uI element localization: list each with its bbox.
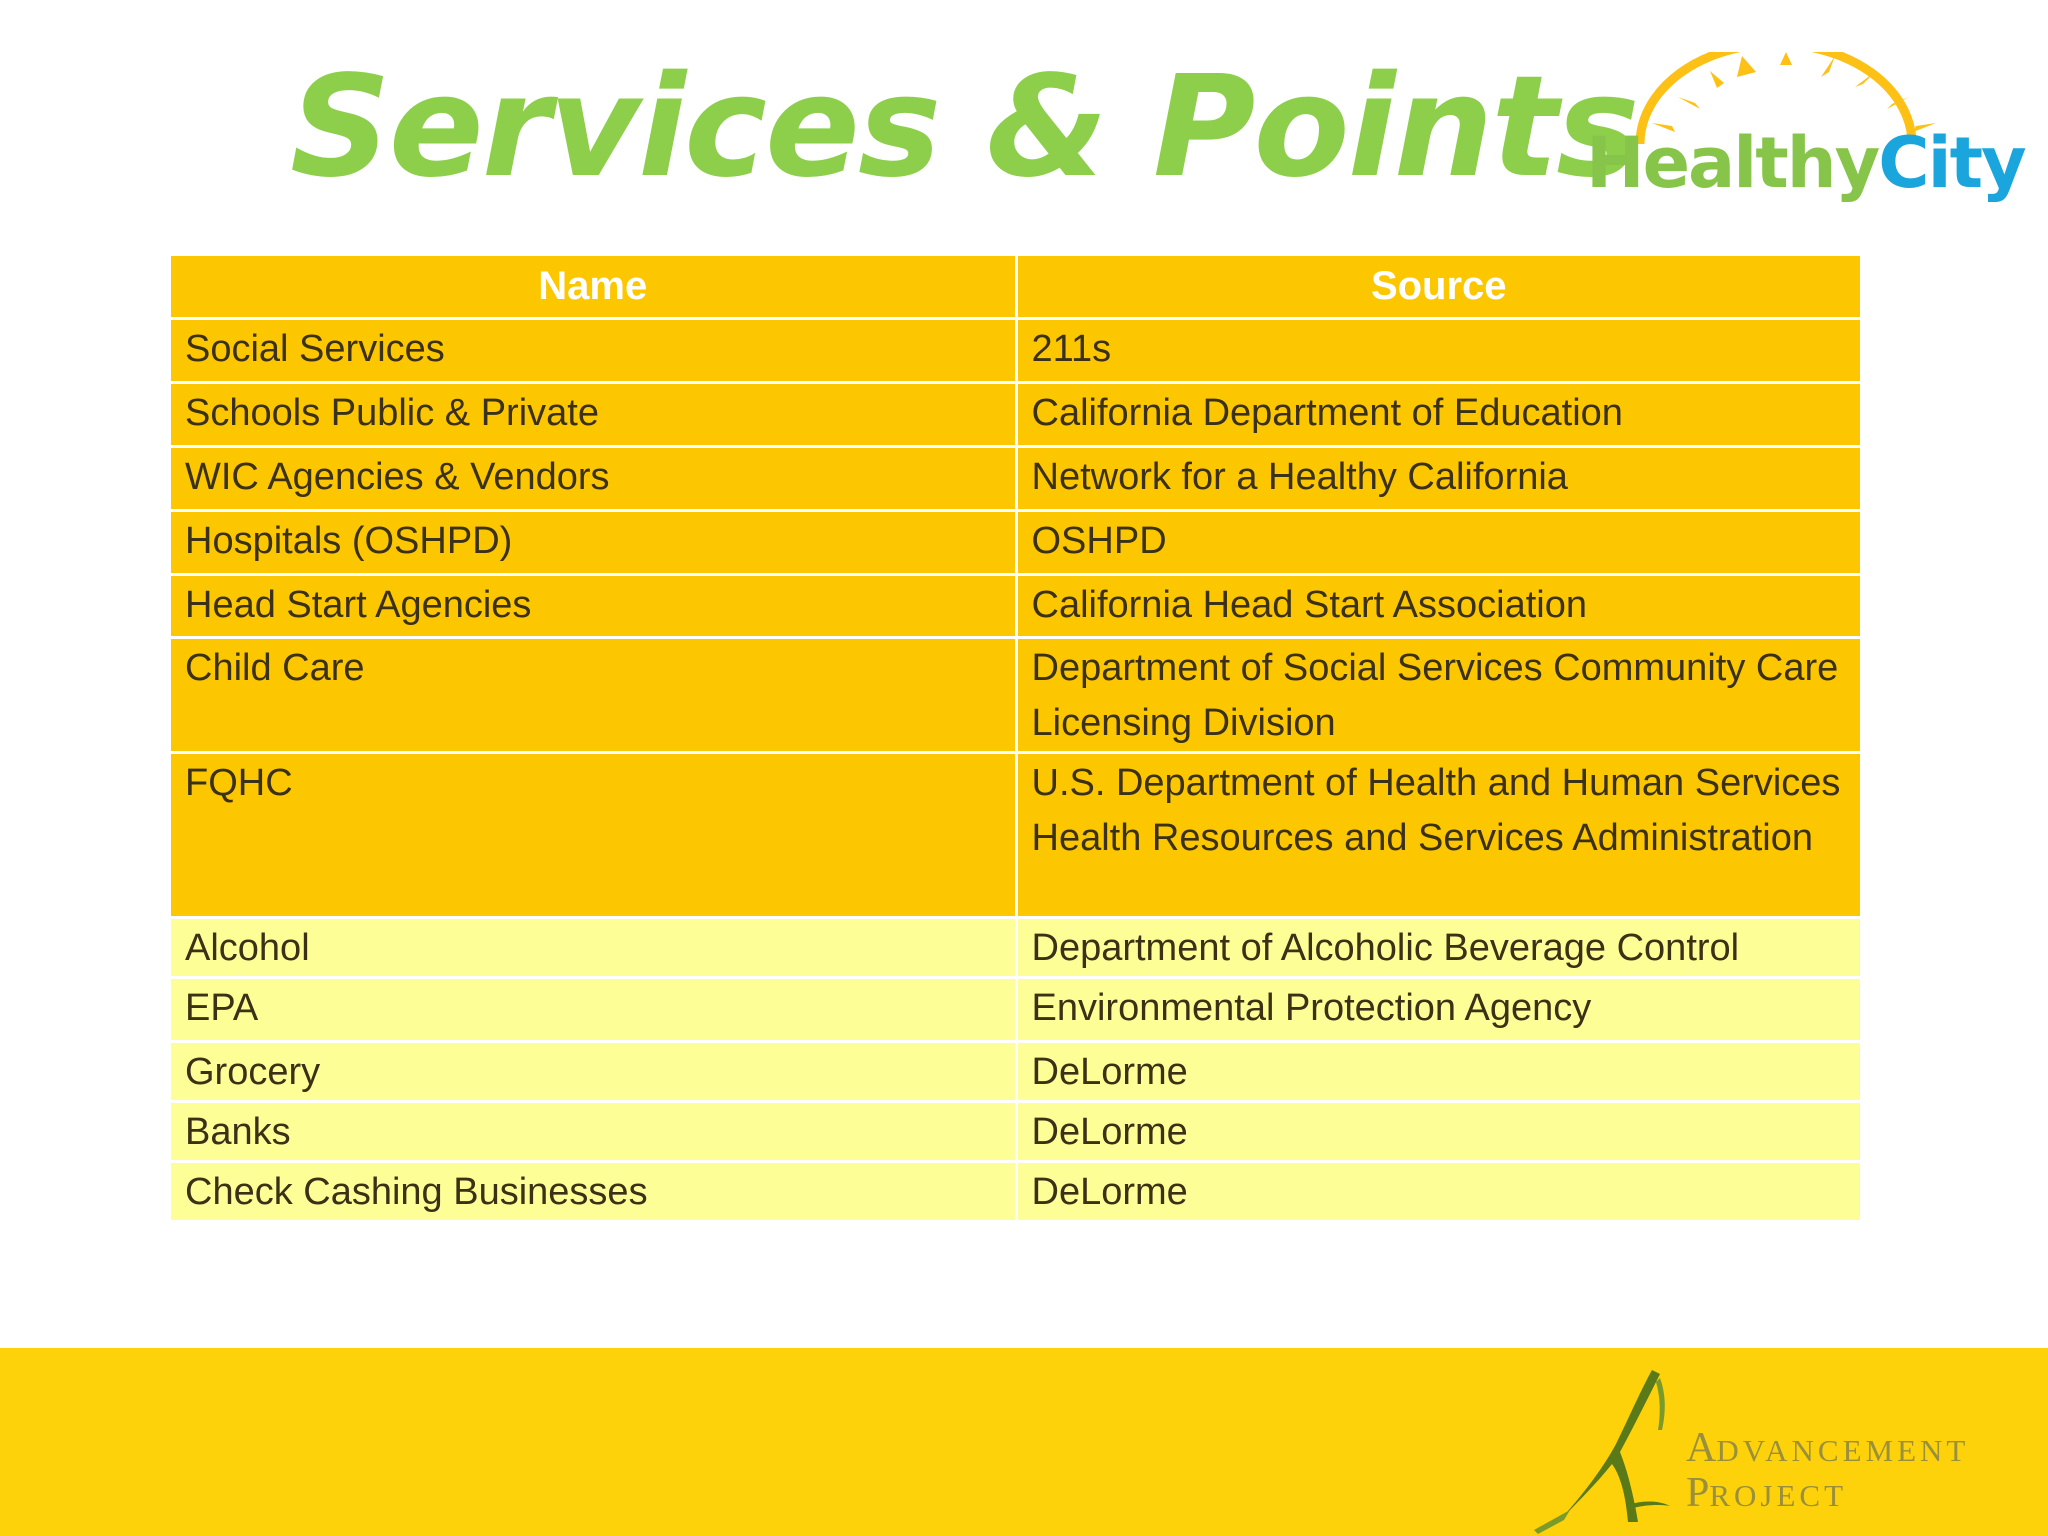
row-name: Banks [171, 1102, 1016, 1162]
table-row [171, 447, 1860, 511]
org-name-line2: PROJECT [1686, 1470, 1848, 1516]
table-row [171, 638, 1860, 753]
row-name: Alcohol [171, 918, 1016, 978]
row-source: California Department of Education [1016, 383, 1860, 447]
row-name: Grocery [171, 1042, 1016, 1102]
row-source: Environmental Protection Agency [1016, 978, 1860, 1042]
row-name: Head Start Agencies [171, 575, 1016, 638]
table-header-row [171, 256, 1860, 319]
row-name: EPA [171, 978, 1016, 1042]
table-row [171, 1042, 1860, 1102]
row-source: 211s [1016, 319, 1860, 383]
advancement-project-logo [1530, 1360, 2030, 1536]
row-source: DeLorme [1016, 1162, 1860, 1222]
table-row [171, 1102, 1860, 1162]
healthy-city-wordmark [1586, 122, 2025, 204]
table-row [171, 383, 1860, 447]
logo-word-healthy: Healthy [1586, 122, 1879, 204]
row-source: U.S. Department of Health and Human Services Health Resources and Services Administration [1016, 753, 1860, 918]
table-row [171, 753, 1860, 918]
table-row [171, 918, 1860, 978]
services-table [171, 256, 1860, 1223]
row-name: Schools Public & Private [171, 383, 1016, 447]
row-source: DeLorme [1016, 1042, 1860, 1102]
org-name-line1: ADVANCEMENT [1686, 1425, 1970, 1471]
row-source: Network for a Healthy California [1016, 447, 1860, 511]
row-name: Check Cashing Businesses [171, 1162, 1016, 1222]
row-name: WIC Agencies & Vendors [171, 447, 1016, 511]
quill-mark-icon [1530, 1360, 1690, 1536]
healthy-city-logo [1580, 52, 2025, 222]
table-row [171, 575, 1860, 638]
table-row [171, 511, 1860, 575]
row-name: Child Care [171, 638, 1016, 753]
slide-title: Services & Points [290, 46, 1638, 209]
row-source: OSHPD [1016, 511, 1860, 575]
row-source: Department of Social Services Community Care Licensing Division [1016, 638, 1860, 753]
header-source: Source [1016, 256, 1860, 319]
table-row [171, 319, 1860, 383]
row-name: Hospitals (OSHPD) [171, 511, 1016, 575]
table-row [171, 978, 1860, 1042]
table-row [171, 1162, 1860, 1222]
header-name: Name [171, 256, 1016, 319]
row-source: DeLorme [1016, 1102, 1860, 1162]
row-source: Department of Alcoholic Beverage Control [1016, 918, 1860, 978]
row-source: California Head Start Association [1016, 575, 1860, 638]
row-name: Social Services [171, 319, 1016, 383]
logo-word-city: City [1878, 122, 2025, 204]
row-name: FQHC [171, 753, 1016, 918]
